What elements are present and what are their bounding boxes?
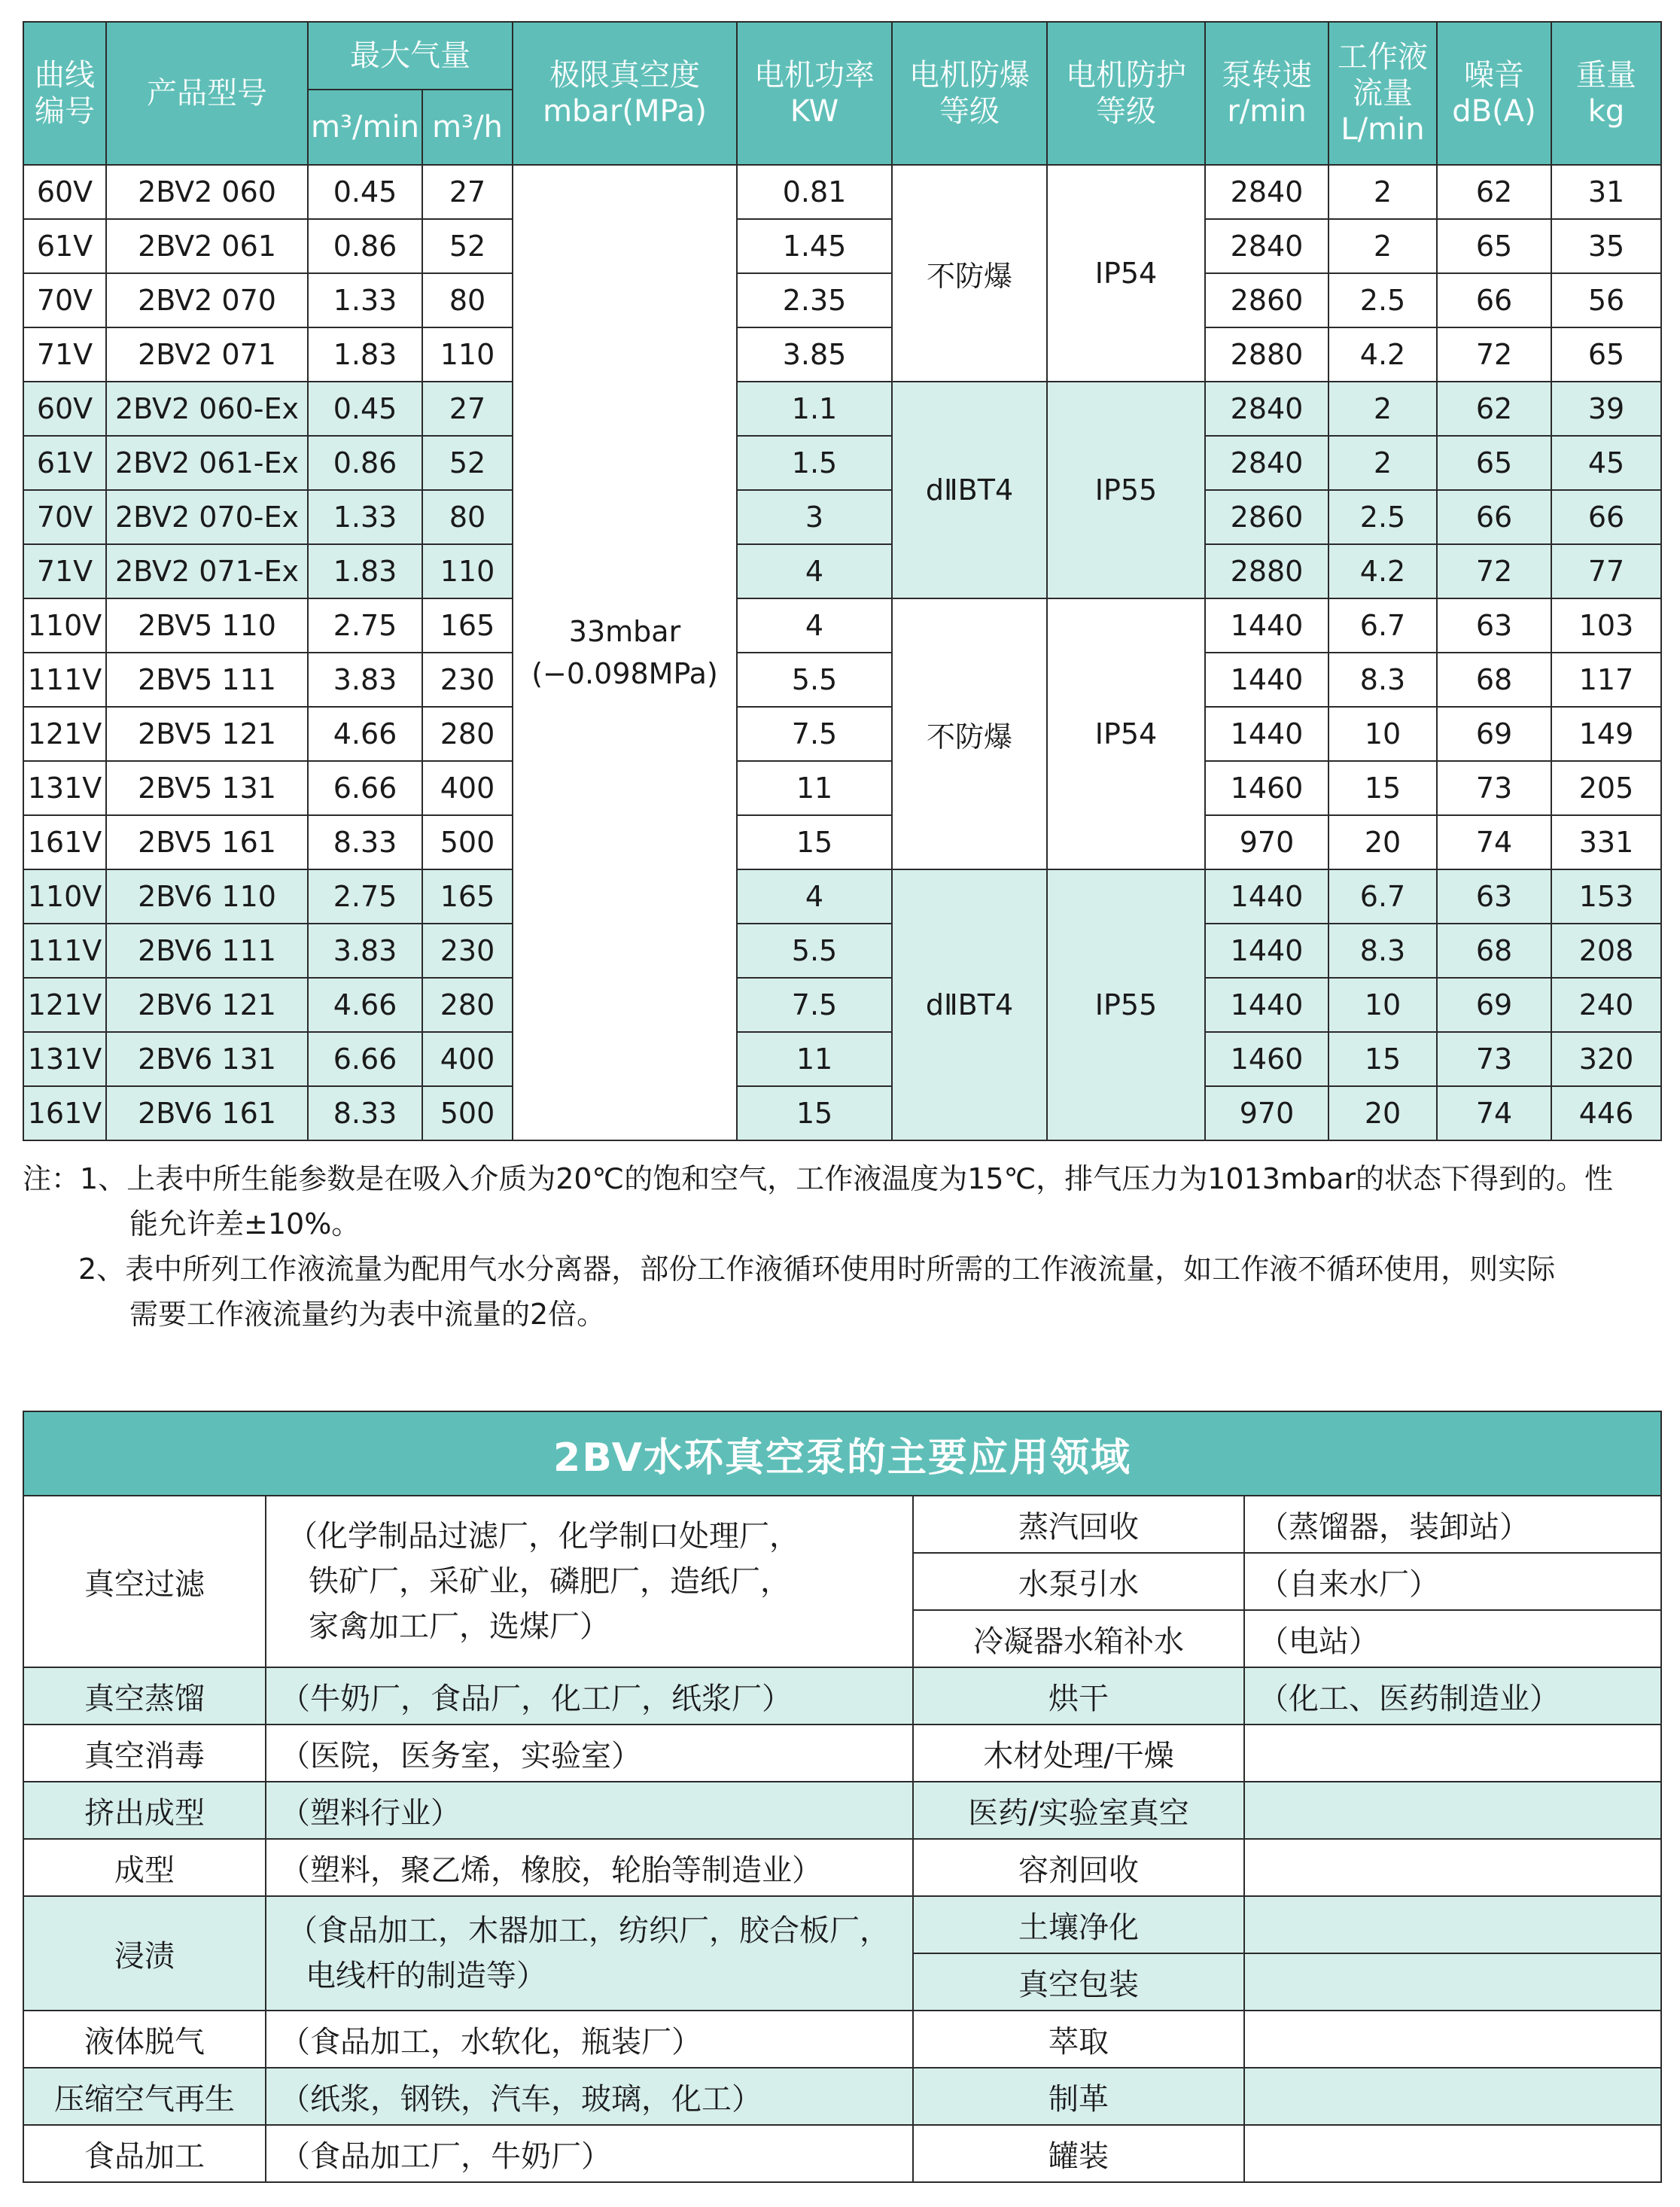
cell-curve: 70V xyxy=(23,490,106,544)
cell-liquid-flow: 2.5 xyxy=(1328,490,1437,544)
cell-model: 2BV6 131 xyxy=(106,1032,308,1086)
cell-explosion-grade: 不防爆 xyxy=(892,598,1047,869)
cell-liquid-flow: 6.7 xyxy=(1328,598,1437,653)
cell-flow-h: 280 xyxy=(422,978,513,1032)
application-table xyxy=(23,1411,1662,2183)
notes xyxy=(23,1156,1660,1337)
app-left-desc: （食品加工，木器加工，纺织厂，胶合板厂， 电线杆的制造等） xyxy=(266,1896,913,2011)
cell-weight: 320 xyxy=(1551,1032,1661,1086)
app-right-desc xyxy=(1244,1839,1661,1896)
cell-explosion-grade: dⅡBT4 xyxy=(892,382,1047,598)
spec-row xyxy=(23,1086,1661,1140)
cell-liquid-flow: 8.3 xyxy=(1328,924,1437,978)
cell-flow-h: 280 xyxy=(422,707,513,761)
cell-flow-min: 6.66 xyxy=(308,761,422,815)
cell-flow-h: 165 xyxy=(422,598,513,653)
cell-power: 3 xyxy=(737,490,892,544)
cell-curve: 131V xyxy=(23,761,106,815)
cell-power: 0.81 xyxy=(737,165,892,219)
app-right-name: 水泵引水 xyxy=(913,1553,1244,1610)
header-max-flow: 最大气量 xyxy=(308,22,513,90)
cell-speed: 1440 xyxy=(1205,869,1328,924)
cell-power: 1.45 xyxy=(737,219,892,273)
spec-table xyxy=(23,21,1662,1141)
cell-speed: 2880 xyxy=(1205,544,1328,598)
cell-noise: 66 xyxy=(1437,490,1551,544)
cell-curve: 161V xyxy=(23,815,106,869)
spec-row xyxy=(23,436,1661,490)
cell-speed: 970 xyxy=(1205,1086,1328,1140)
cell-flow-h: 230 xyxy=(422,653,513,707)
cell-curve: 111V xyxy=(23,653,106,707)
app-left-name: 成型 xyxy=(23,1839,266,1896)
spec-row xyxy=(23,978,1661,1032)
cell-liquid-flow: 4.2 xyxy=(1328,544,1437,598)
app-left-desc: （食品加工厂，牛奶厂） xyxy=(266,2125,913,2182)
spec-row xyxy=(23,761,1661,815)
cell-protection-grade: IP54 xyxy=(1047,598,1205,869)
app-right-name: 烘干 xyxy=(913,1667,1244,1725)
cell-liquid-flow: 8.3 xyxy=(1328,653,1437,707)
cell-model: 2BV2 070-Ex xyxy=(106,490,308,544)
app-left-desc: （化学制品过滤厂，化学制口处理厂， 铁矿厂，采矿业，磷肥厂，造纸厂， 家禽加工厂，选煤厂） xyxy=(266,1496,913,1667)
cell-weight: 31 xyxy=(1551,165,1661,219)
app-left-desc: （牛奶厂，食品厂，化工厂，纸浆厂） xyxy=(266,1667,913,1725)
cell-power: 7.5 xyxy=(737,707,892,761)
cell-flow-h: 80 xyxy=(422,490,513,544)
cell-weight: 117 xyxy=(1551,653,1661,707)
cell-power: 1.5 xyxy=(737,436,892,490)
app-right-desc xyxy=(1244,1725,1661,1782)
header-weight: 重量 kg xyxy=(1551,22,1661,165)
app-left-name: 真空过滤 xyxy=(23,1496,266,1667)
cell-flow-h: 230 xyxy=(422,924,513,978)
app-left-desc: （塑料行业） xyxy=(266,1782,913,1839)
cell-liquid-flow: 10 xyxy=(1328,978,1437,1032)
cell-flow-h: 80 xyxy=(422,273,513,327)
cell-speed: 2860 xyxy=(1205,490,1328,544)
cell-flow-min: 3.83 xyxy=(308,924,422,978)
app-left-desc: （食品加工，水软化，瓶装厂） xyxy=(266,2011,913,2068)
cell-flow-h: 165 xyxy=(422,869,513,924)
spec-row xyxy=(23,273,1661,327)
spec-row xyxy=(23,219,1661,273)
cell-noise: 65 xyxy=(1437,436,1551,490)
cell-flow-h: 52 xyxy=(422,219,513,273)
cell-speed: 2840 xyxy=(1205,219,1328,273)
cell-model: 2BV5 161 xyxy=(106,815,308,869)
spec-row xyxy=(23,490,1661,544)
cell-noise: 72 xyxy=(1437,544,1551,598)
cell-explosion-grade: 不防爆 xyxy=(892,165,1047,382)
cell-flow-h: 400 xyxy=(422,1032,513,1086)
cell-speed: 1440 xyxy=(1205,978,1328,1032)
header-model: 产品型号 xyxy=(106,22,308,165)
cell-flow-min: 2.75 xyxy=(308,598,422,653)
cell-liquid-flow: 6.7 xyxy=(1328,869,1437,924)
cell-liquid-flow: 2 xyxy=(1328,219,1437,273)
cell-vacuum: 33mbar (−0.098MPa) xyxy=(513,165,737,1140)
cell-model: 2BV6 110 xyxy=(106,869,308,924)
spec-row xyxy=(23,327,1661,382)
cell-speed: 1460 xyxy=(1205,761,1328,815)
cell-flow-min: 8.33 xyxy=(308,1086,422,1140)
note-lead: 注：1、 xyxy=(23,1162,127,1195)
cell-noise: 62 xyxy=(1437,165,1551,219)
cell-weight: 56 xyxy=(1551,273,1661,327)
cell-liquid-flow: 10 xyxy=(1328,707,1437,761)
app-right-name: 木材处理/干燥 xyxy=(913,1725,1244,1782)
cell-power: 7.5 xyxy=(737,978,892,1032)
cell-liquid-flow: 15 xyxy=(1328,1032,1437,1086)
app-right-name: 制革 xyxy=(913,2068,1244,2125)
spec-row xyxy=(23,382,1661,436)
cell-flow-h: 27 xyxy=(422,382,513,436)
app-right-desc xyxy=(1244,2011,1661,2068)
cell-power: 11 xyxy=(737,1032,892,1086)
app-right-desc xyxy=(1244,1896,1661,1953)
cell-curve: 71V xyxy=(23,327,106,382)
header-noise: 噪音 dB(A) xyxy=(1437,22,1551,165)
cell-model: 2BV5 111 xyxy=(106,653,308,707)
cell-protection-grade: IP55 xyxy=(1047,382,1205,598)
cell-flow-h: 500 xyxy=(422,815,513,869)
app-right-desc xyxy=(1244,2068,1661,2125)
app-right-desc: （电站） xyxy=(1244,1610,1661,1667)
app-left-name: 食品加工 xyxy=(23,2125,266,2182)
note-2-line-1: 表中所列工作液流量为配用气水分离器，部份工作液循环使用时所需的工作液流量，如工作液不循环使用，则实际 xyxy=(125,1253,1556,1286)
cell-model: 2BV2 071-Ex xyxy=(106,544,308,598)
spec-row xyxy=(23,653,1661,707)
cell-curve: 70V xyxy=(23,273,106,327)
cell-power: 2.35 xyxy=(737,273,892,327)
spec-row xyxy=(23,815,1661,869)
cell-noise: 63 xyxy=(1437,598,1551,653)
cell-curve: 131V xyxy=(23,1032,106,1086)
cell-curve: 121V xyxy=(23,978,106,1032)
cell-weight: 39 xyxy=(1551,382,1661,436)
app-left-name: 液体脱气 xyxy=(23,2011,266,2068)
cell-explosion-grade: dⅡBT4 xyxy=(892,869,1047,1140)
app-right-name: 真空包装 xyxy=(913,1953,1244,2011)
app-right-desc xyxy=(1244,1782,1661,1839)
cell-noise: 65 xyxy=(1437,219,1551,273)
app-right-name: 医药/实验室真空 xyxy=(913,1782,1244,1839)
cell-weight: 208 xyxy=(1551,924,1661,978)
cell-power: 5.5 xyxy=(737,924,892,978)
cell-speed: 2840 xyxy=(1205,436,1328,490)
cell-flow-min: 0.86 xyxy=(308,436,422,490)
cell-model: 2BV5 110 xyxy=(106,598,308,653)
cell-curve: 71V xyxy=(23,544,106,598)
cell-protection-grade: IP54 xyxy=(1047,165,1205,382)
cell-speed: 2860 xyxy=(1205,273,1328,327)
cell-flow-min: 0.45 xyxy=(308,382,422,436)
cell-liquid-flow: 20 xyxy=(1328,1086,1437,1140)
header-flow-h: m³/h xyxy=(422,90,513,165)
cell-model: 2BV5 121 xyxy=(106,707,308,761)
cell-model: 2BV2 060-Ex xyxy=(106,382,308,436)
cell-flow-min: 3.83 xyxy=(308,653,422,707)
cell-curve: 61V xyxy=(23,219,106,273)
cell-flow-h: 110 xyxy=(422,327,513,382)
app-left-desc: （医院，医务室，实验室） xyxy=(266,1725,913,1782)
app-right-desc: （化工、医药制造业） xyxy=(1244,1667,1661,1725)
cell-model: 2BV2 071 xyxy=(106,327,308,382)
cell-noise: 68 xyxy=(1437,924,1551,978)
note-2-lead: 2、 xyxy=(78,1253,126,1286)
cell-noise: 66 xyxy=(1437,273,1551,327)
cell-power: 4 xyxy=(737,598,892,653)
cell-noise: 74 xyxy=(1437,815,1551,869)
cell-flow-min: 8.33 xyxy=(308,815,422,869)
cell-noise: 72 xyxy=(1437,327,1551,382)
cell-flow-min: 1.33 xyxy=(308,490,422,544)
spec-row xyxy=(23,1032,1661,1086)
cell-noise: 73 xyxy=(1437,761,1551,815)
cell-model: 2BV2 061-Ex xyxy=(106,436,308,490)
app-right-desc xyxy=(1244,2125,1661,2182)
cell-model: 2BV2 061 xyxy=(106,219,308,273)
cell-curve: 161V xyxy=(23,1086,106,1140)
cell-weight: 240 xyxy=(1551,978,1661,1032)
cell-curve: 110V xyxy=(23,598,106,653)
note-2-line-2: 需要工作液流量约为表中流量的2倍。 xyxy=(129,1298,606,1331)
application-title: 2BV水环真空泵的主要应用领域 xyxy=(23,1411,1661,1496)
cell-flow-min: 0.45 xyxy=(308,165,422,219)
app-left-name: 压缩空气再生 xyxy=(23,2068,266,2125)
cell-weight: 65 xyxy=(1551,327,1661,382)
cell-noise: 62 xyxy=(1437,382,1551,436)
cell-flow-min: 1.83 xyxy=(308,544,422,598)
cell-power: 4 xyxy=(737,544,892,598)
cell-noise: 74 xyxy=(1437,1086,1551,1140)
cell-weight: 205 xyxy=(1551,761,1661,815)
app-right-desc: （自来水厂） xyxy=(1244,1553,1661,1610)
cell-flow-h: 110 xyxy=(422,544,513,598)
cell-model: 2BV2 060 xyxy=(106,165,308,219)
cell-protection-grade: IP55 xyxy=(1047,869,1205,1140)
cell-weight: 103 xyxy=(1551,598,1661,653)
cell-curve: 61V xyxy=(23,436,106,490)
cell-noise: 73 xyxy=(1437,1032,1551,1086)
app-left-name: 挤出成型 xyxy=(23,1782,266,1839)
cell-power: 15 xyxy=(737,1086,892,1140)
cell-model: 2BV2 070 xyxy=(106,273,308,327)
cell-noise: 69 xyxy=(1437,707,1551,761)
app-right-name: 容剂回收 xyxy=(913,1839,1244,1896)
cell-flow-min: 0.86 xyxy=(308,219,422,273)
spec-row xyxy=(23,598,1661,653)
cell-flow-min: 4.66 xyxy=(308,978,422,1032)
cell-weight: 45 xyxy=(1551,436,1661,490)
cell-power: 11 xyxy=(737,761,892,815)
cell-weight: 446 xyxy=(1551,1086,1661,1140)
cell-noise: 68 xyxy=(1437,653,1551,707)
cell-model: 2BV6 161 xyxy=(106,1086,308,1140)
spec-row xyxy=(23,544,1661,598)
cell-weight: 77 xyxy=(1551,544,1661,598)
cell-flow-min: 6.66 xyxy=(308,1032,422,1086)
app-left-desc: （塑料，聚乙烯，橡胶，轮胎等制造业） xyxy=(266,1839,913,1896)
app-right-name: 冷凝器水箱补水 xyxy=(913,1610,1244,1667)
header-vacuum: 极限真空度 mbar(MPa) xyxy=(513,22,737,165)
cell-model: 2BV6 121 xyxy=(106,978,308,1032)
cell-liquid-flow: 15 xyxy=(1328,761,1437,815)
cell-curve: 60V xyxy=(23,382,106,436)
cell-flow-min: 4.66 xyxy=(308,707,422,761)
cell-noise: 63 xyxy=(1437,869,1551,924)
cell-liquid-flow: 2.5 xyxy=(1328,273,1437,327)
cell-flow-min: 1.83 xyxy=(308,327,422,382)
app-left-name: 浸渍 xyxy=(23,1896,266,2011)
cell-speed: 2840 xyxy=(1205,165,1328,219)
header-curve: 曲线 编号 xyxy=(23,22,106,165)
cell-weight: 149 xyxy=(1551,707,1661,761)
app-right-name: 蒸汽回收 xyxy=(913,1496,1244,1553)
cell-speed: 2840 xyxy=(1205,382,1328,436)
cell-flow-h: 400 xyxy=(422,761,513,815)
cell-weight: 331 xyxy=(1551,815,1661,869)
cell-power: 15 xyxy=(737,815,892,869)
cell-power: 4 xyxy=(737,869,892,924)
spec-row xyxy=(23,707,1661,761)
header-power: 电机功率 KW xyxy=(737,22,892,165)
app-right-name: 土壤净化 xyxy=(913,1896,1244,1953)
app-left-name: 真空蒸馏 xyxy=(23,1667,266,1725)
header-explosion: 电机防爆 等级 xyxy=(892,22,1047,165)
cell-liquid-flow: 2 xyxy=(1328,436,1437,490)
cell-curve: 111V xyxy=(23,924,106,978)
cell-curve: 121V xyxy=(23,707,106,761)
cell-speed: 1440 xyxy=(1205,653,1328,707)
spec-body xyxy=(23,165,1661,1140)
cell-noise: 69 xyxy=(1437,978,1551,1032)
cell-liquid-flow: 2 xyxy=(1328,165,1437,219)
cell-liquid-flow: 4.2 xyxy=(1328,327,1437,382)
cell-flow-h: 27 xyxy=(422,165,513,219)
note-1-line-2: 能允许差±10%。 xyxy=(129,1207,361,1240)
header-speed: 泵转速 r/min xyxy=(1205,22,1328,165)
cell-curve: 110V xyxy=(23,869,106,924)
cell-speed: 1440 xyxy=(1205,598,1328,653)
cell-speed: 1440 xyxy=(1205,707,1328,761)
cell-weight: 35 xyxy=(1551,219,1661,273)
cell-flow-min: 1.33 xyxy=(308,273,422,327)
cell-speed: 1460 xyxy=(1205,1032,1328,1086)
cell-curve: 60V xyxy=(23,165,106,219)
app-right-name: 罐装 xyxy=(913,2125,1244,2182)
app-right-desc xyxy=(1244,1953,1661,2011)
cell-speed: 2880 xyxy=(1205,327,1328,382)
cell-power: 3.85 xyxy=(737,327,892,382)
cell-liquid-flow: 20 xyxy=(1328,815,1437,869)
note-1-line-1: 上表中所生能参数是在吸入介质为20℃的饱和空气，工作液温度为15℃，排气压力为1013mbar的状态下得到的。性 xyxy=(126,1162,1614,1195)
spec-row xyxy=(23,924,1661,978)
app-left-name: 真空消毒 xyxy=(23,1725,266,1782)
app-left-desc: （纸浆，钢铁，汽车，玻璃，化工） xyxy=(266,2068,913,2125)
cell-flow-h: 52 xyxy=(422,436,513,490)
spec-row xyxy=(23,869,1661,924)
cell-power: 1.1 xyxy=(737,382,892,436)
cell-speed: 970 xyxy=(1205,815,1328,869)
cell-weight: 66 xyxy=(1551,490,1661,544)
header-flow-min: m³/min xyxy=(308,90,422,165)
header-liquid: 工作液 流量 L/min xyxy=(1328,22,1437,165)
cell-power: 5.5 xyxy=(737,653,892,707)
cell-liquid-flow: 2 xyxy=(1328,382,1437,436)
app-right-name: 萃取 xyxy=(913,2011,1244,2068)
cell-flow-h: 500 xyxy=(422,1086,513,1140)
cell-speed: 1440 xyxy=(1205,924,1328,978)
cell-weight: 153 xyxy=(1551,869,1661,924)
app-right-desc: （蒸馏器，装卸站） xyxy=(1244,1496,1661,1553)
cell-flow-min: 2.75 xyxy=(308,869,422,924)
cell-model: 2BV5 131 xyxy=(106,761,308,815)
spec-row xyxy=(23,165,1661,219)
cell-model: 2BV6 111 xyxy=(106,924,308,978)
header-protection: 电机防护 等级 xyxy=(1047,22,1205,165)
